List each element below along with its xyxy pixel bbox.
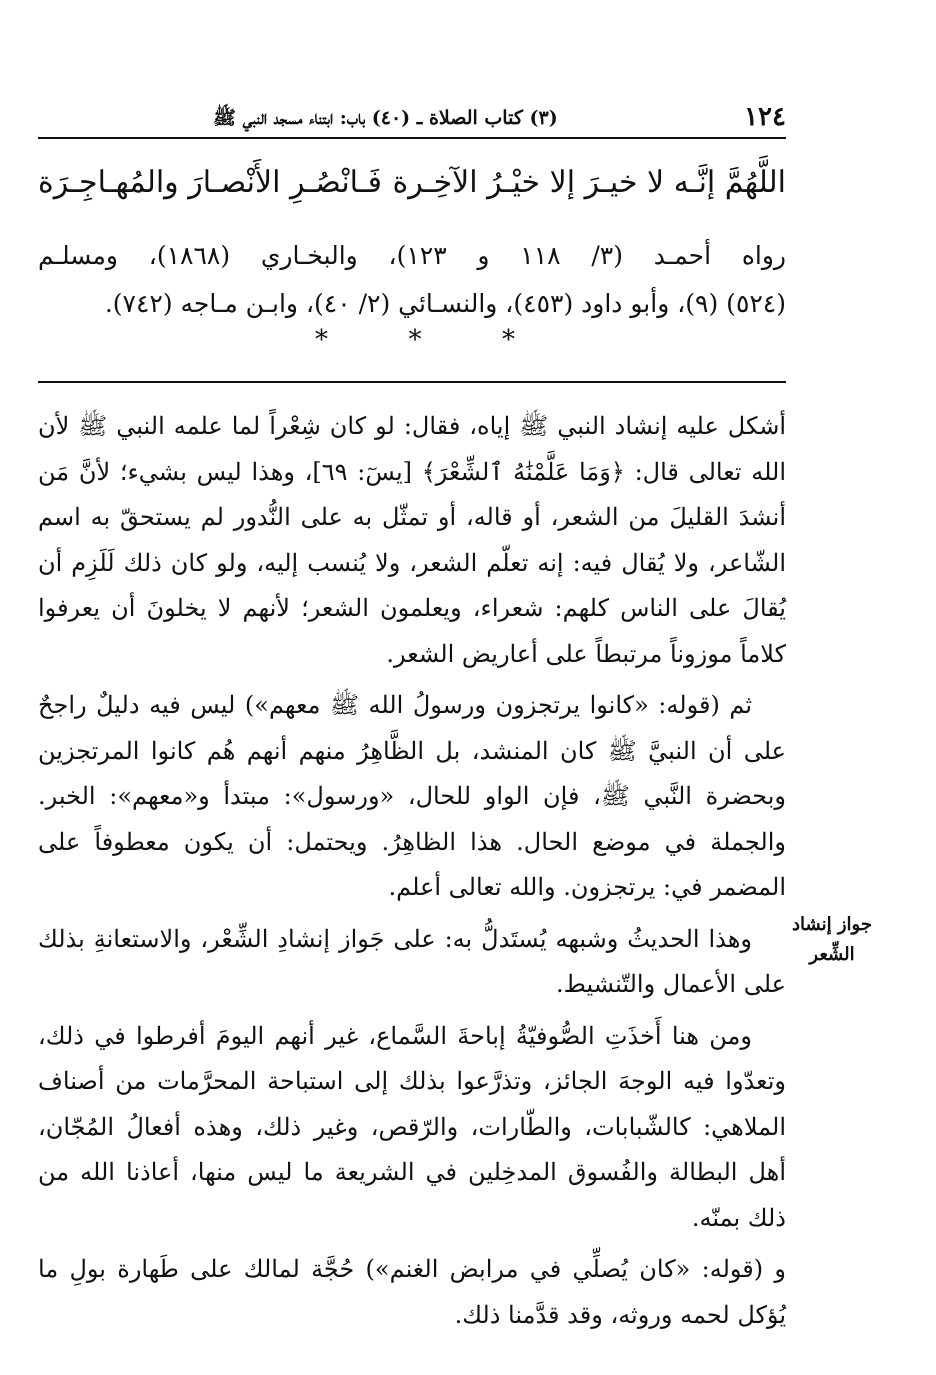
commentary-paragraph: و (قوله: «كان يُصلِّي في مرابض الغنم») حُجَّة لمالك على طَهارة بولِ ما يُؤكل لحمه وروثه، وقد قدَّمنا ذلك. xyxy=(38,1255,786,1329)
commentary-section xyxy=(38,404,786,1344)
hadith-reference-line-1: رواه أحمـد (٣/ ١١٨ و ١٢٣)، والبخـاري (١٨٦٨)، ومسلـم xyxy=(38,241,787,270)
verse-second-hemistich: فَـانْصُـرِ الأَنْصـارَ والمُهـاجِـرَة xyxy=(38,165,382,200)
page-header xyxy=(38,100,786,134)
separator-star: * xyxy=(408,325,422,355)
section-separator xyxy=(315,325,515,355)
poetry-verse xyxy=(38,165,786,215)
commentary-paragraph: أشكل عليه إنشاد النبي ﷺ إياه، فقال: لو كان شِعْراً لما علمه النبي ﷺ لأن الله تعالى قال: ﴿وَمَا عَلَّمْنَٰهُ ٱلشِّعْرَ﴾ [يسٓ: ٦٩]، وهذا ليس بشيء؛ لأنَّ مَن أنشدَ القليلَ من الشعر، أو قاله، أو تمثّل به على النُّدور لم يستحقّ به اسم الشّاعر، ولا يُقال فيه: إنه تعلّم الشعر، ولا يُنسب إليه، ولو كان ذلك لَلَزِم أن يُقالَ على الناس كلهم: شعراء، ويعلمون الشعر؛ لأنهم لا يخلونَ أن يعرفوا كلاماً موزوناً مرتبطاً على أعاريض الشعر. xyxy=(38,412,786,668)
header-rule xyxy=(38,137,786,139)
separator-star: * xyxy=(502,325,515,355)
hadith-reference-line-2: (٥٢٤) (٩)، وأبو داود (٤٥٣)، والنسـائي (٢/ ٤٠)، وابـن مـاجه (٧٤٢). xyxy=(104,289,786,318)
running-title: (٣) كتاب الصلاة ـ (٤٠) باب: ابتناء مسجد النبي ﷺ xyxy=(213,107,558,129)
commentary-paragraph: وهذا الحديثُ وشبهه يُستَدلُّ به: على جَواز إنشادِ الشِّعْر، والاستعانةِ بذلك على الأعمال والتّنشيط. xyxy=(38,924,786,998)
page-number: ١٢٤ xyxy=(744,102,786,132)
commentary-paragraph: ومن هنا أَخذَتِ الصُّوفيّةُ إباحةَ السَّماع، غير أنهم اليومَ أفرطوا في ذلك، وتعدّوا فيه الوجهَ الجائز، وتذرَّعوا بذلك إلى استباحة المحرَّمات من أصناف الملاهي: كالشّبابات، والطّارات، والرّقص، وغير ذلك، وهذه أفعالُ المُجّان، أهل البطالة والفُسوق المدخِلين في الشريعة ما ليس منها، أعاذنا الله من ذلك بمنّه. xyxy=(38,1021,786,1232)
commentary-rule xyxy=(38,381,786,383)
margin-note: جواز إنشاد الشِّعر xyxy=(792,914,872,965)
commentary-paragraph: ثم (قوله: «كانوا يرتجزون ورسولُ الله ﷺ معهم») ليس فيه دليلٌ راجحٌ على أن النبيَّ ﷺ كان المنشد، بل الظَّاهِرُ منهم أنهم هُم كانوا المرتجزين وبحضرة النَّبي ﷺ، فإن الواو للحال، «ورسول»: مبتدأ و«معهم»: الخبر. والجملة في موضع الحال. هذا الظاهِرُ. ويحتمل: أن يكون معطوفاً على المضمر في: يرتجزون. والله تعالى أعلم. xyxy=(38,691,786,901)
verse-first-hemistich: اللَّهُمَّ إنَّـه لا خيـرَ إلا خيْـرُ الآخِـرة xyxy=(392,165,786,200)
separator-star: * xyxy=(315,325,328,355)
hadith-reference xyxy=(38,232,786,328)
